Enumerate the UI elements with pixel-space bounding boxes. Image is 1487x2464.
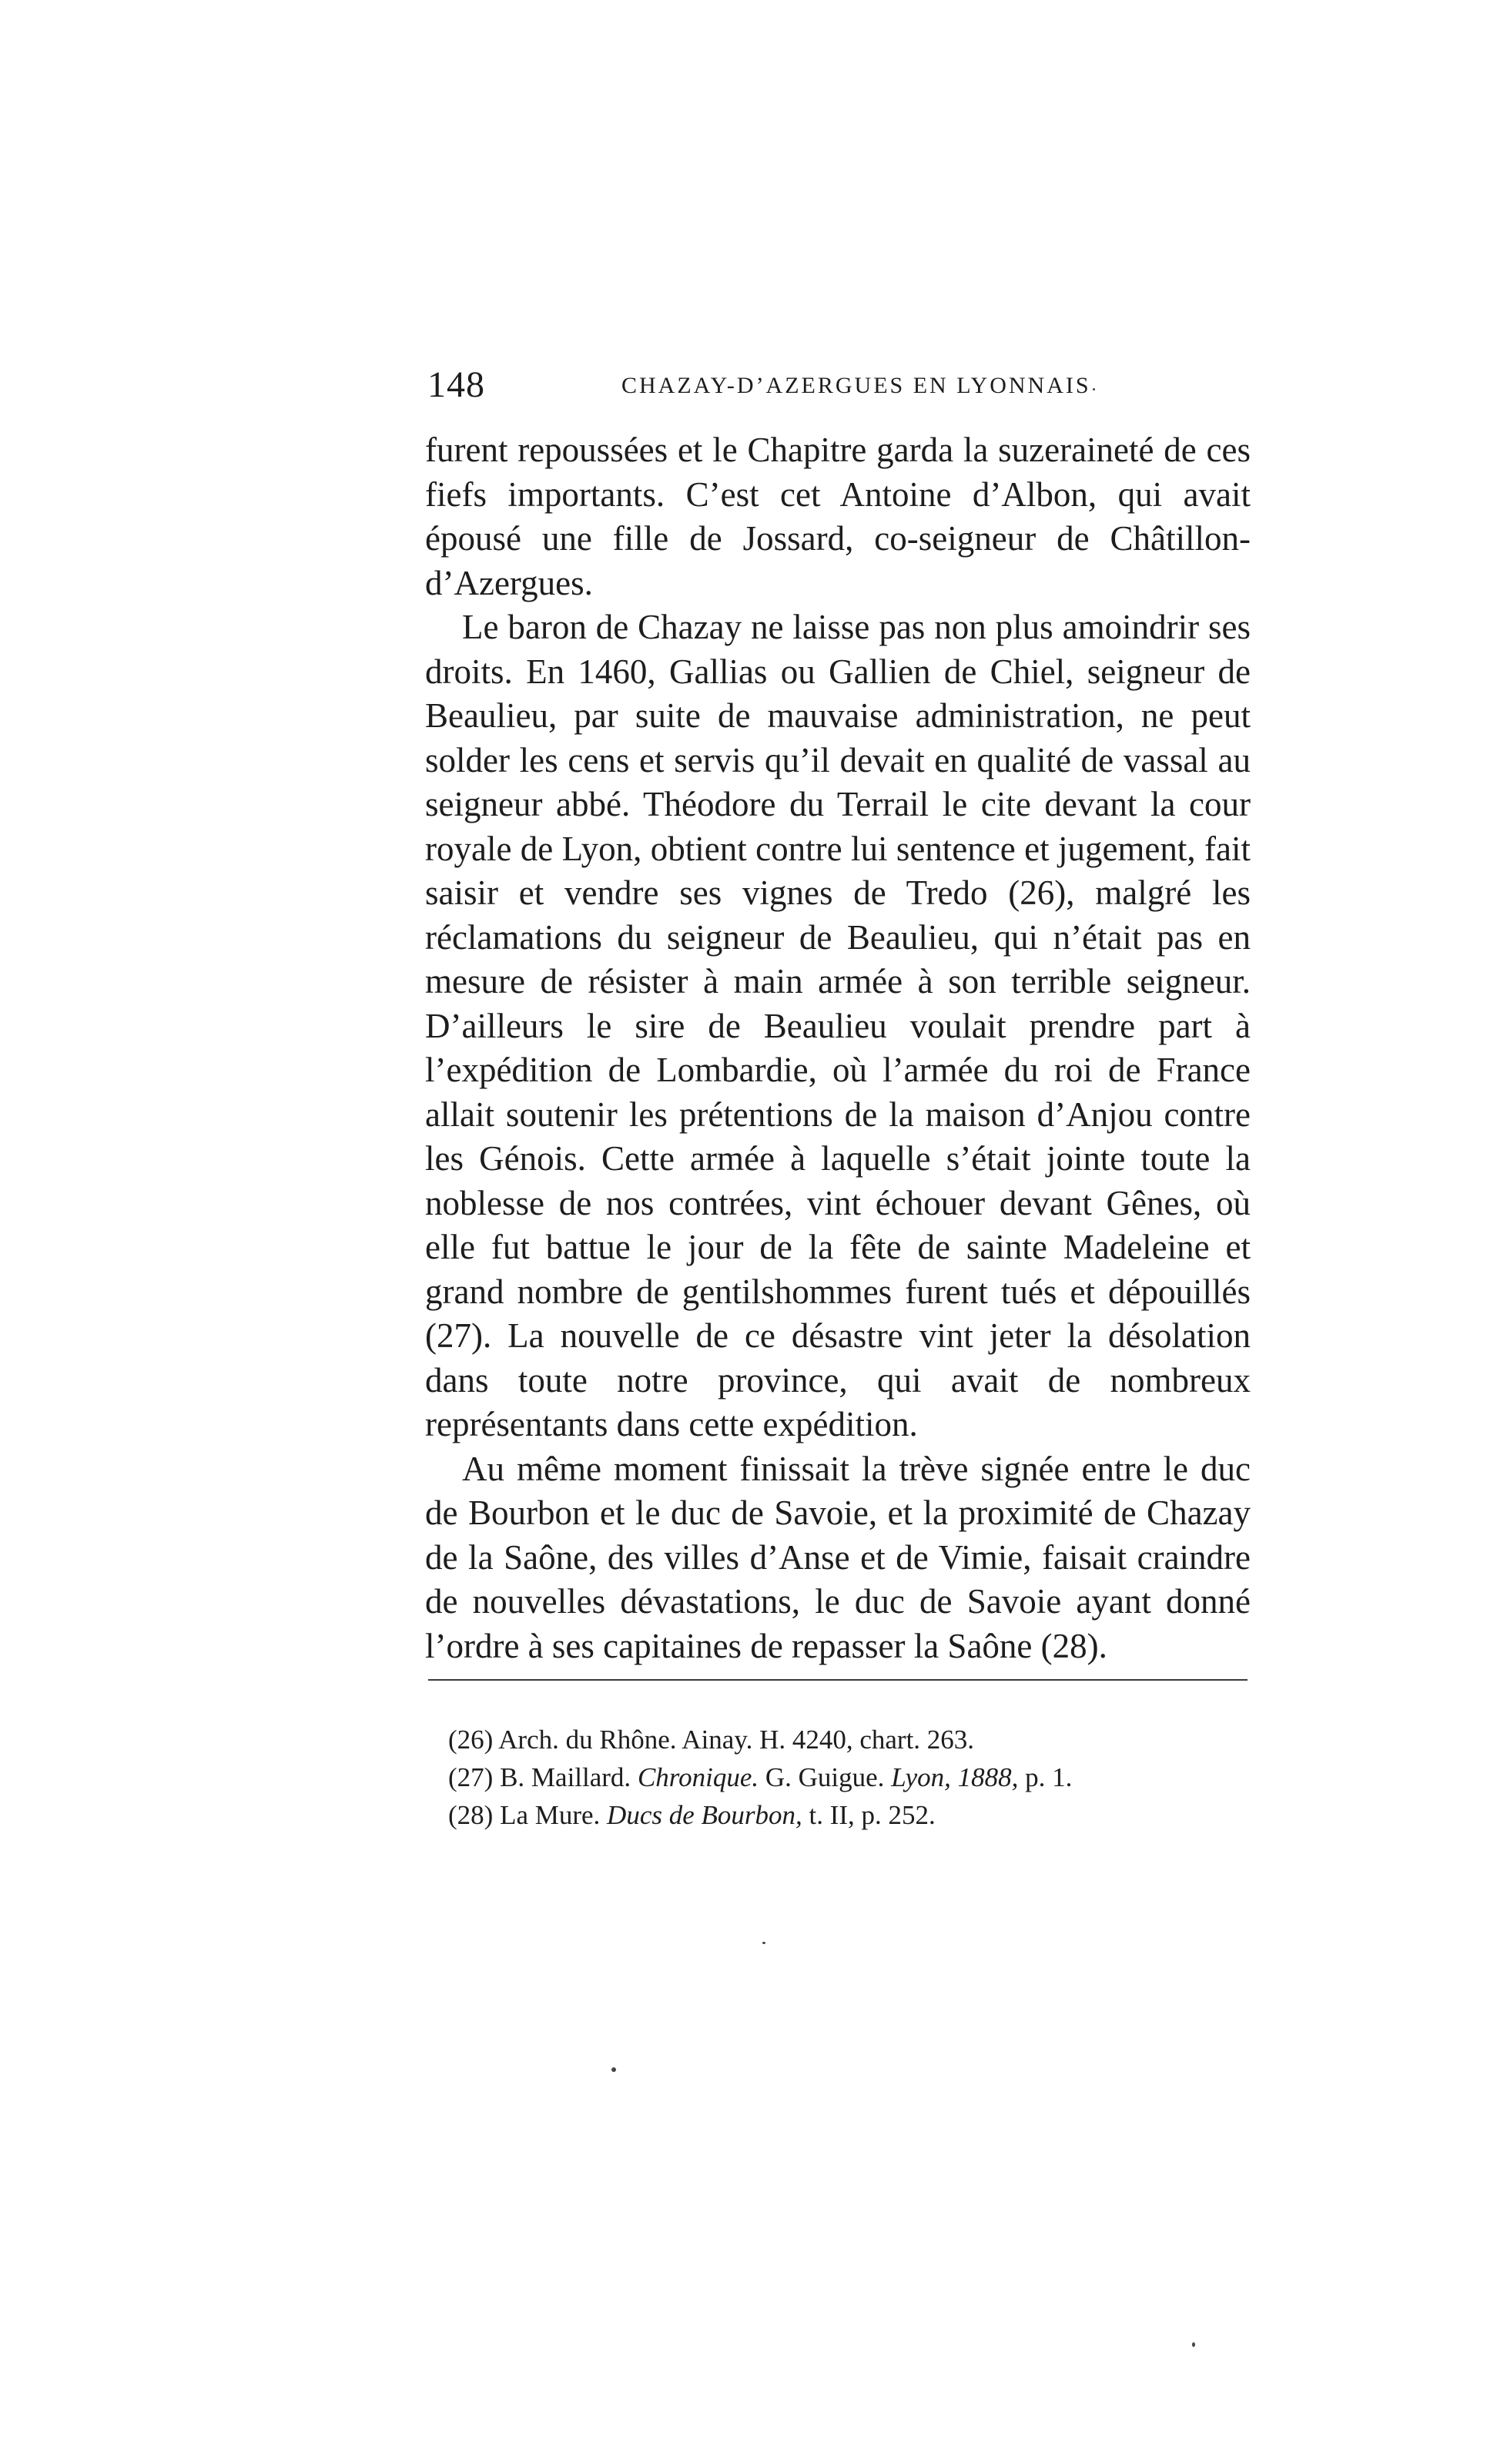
footnote-place-date: Lyon, 1888,	[891, 1762, 1019, 1792]
footnote-text: B. Maillard.	[500, 1762, 638, 1792]
running-title: CHAZAY-D’AZERGUES EN LYONNAIS	[621, 373, 1091, 398]
footnote-26	[448, 1721, 1234, 1758]
paragraph-continued: furent repoussées et le Chapitre garda la suzeraineté de ces fiefs importants. C’est cet Antoine d’Albon, qui avait épousé une fille de Jossard, co-seigneur de Châtillon-d’Azergues.	[425, 431, 1251, 602]
paper-speck	[762, 1942, 765, 1944]
footnote-28	[448, 1796, 1234, 1834]
footnote-number: (27)	[448, 1762, 494, 1792]
footnote-text: t. II, p. 252.	[802, 1800, 936, 1830]
page-number: 148	[427, 364, 485, 405]
footnote-title: Ducs de Bourbon,	[607, 1800, 802, 1830]
footnote-separator	[428, 1679, 1248, 1681]
footnote-text: Arch. du Rhône. Ainay. H. 4240, chart. 263.	[498, 1725, 975, 1755]
footnotes	[448, 1721, 1234, 1834]
paragraph: Le baron de Chazay ne laisse pas non plus amoindrir ses droits. En 1460, Gallias ou Gallien de Chiel, seigneur de Beaulieu, par suite de mauvaise administration, ne peut solder les cens et servis qu’il devait en qualité de vassal au seigneur abbé. Théodore du Terrail le cite devant la cour royale de Lyon, obtient contre lui sentence et jugement, fait saisir et vendre ses vignes de Tredo (26), malgré les réclamations du seigneur de Beaulieu, qui n’était pas en mesure de résister à main armée à son terrible seigneur. D’ailleurs le sire de Beaulieu voulait prendre part à l’expédition de Lombardie, où l’armée du roi de France allait soutenir les prétentions de la maison d’Anjou contre les Génois. Cette armée à laquelle s’était jointe toute la noblesse de nos contrées, vint échouer devant Gênes, où elle fut battue le jour de la fête de sainte Madeleine et grand nombre de gentilshommes furent tués et dépouillés (27). La nouvelle de ce désastre vint jeter la désolation dans toute notre province, qui avait de nombreux représentants dans cette expédition.	[425, 608, 1251, 1443]
body-text	[425, 428, 1251, 1668]
paper-speck	[611, 2067, 616, 2072]
footnote-text: G. Guigue.	[759, 1762, 892, 1792]
footnote-number: (28)	[448, 1800, 494, 1830]
footnote-title: Chronique.	[637, 1762, 759, 1792]
footnote-27	[448, 1758, 1234, 1796]
footnote-text: La Mure.	[500, 1800, 608, 1830]
page-header	[427, 364, 1245, 410]
paper-speck	[1093, 388, 1095, 391]
footnote-number: (26)	[448, 1725, 494, 1755]
paper-speck	[1192, 2342, 1195, 2347]
footnote-text: p. 1.	[1018, 1762, 1073, 1792]
paragraph: Au même moment finissait la trève signée entre le duc de Bourbon et le duc de Savoie, et la proximité de Chazay de la Saône, des villes d’Anse et de Vimie, faisait craindre de nouvelles dévastations, le duc de Savoie ayant donné l’ordre à ses capitaines de repasser la Saône (28).	[425, 1449, 1251, 1665]
